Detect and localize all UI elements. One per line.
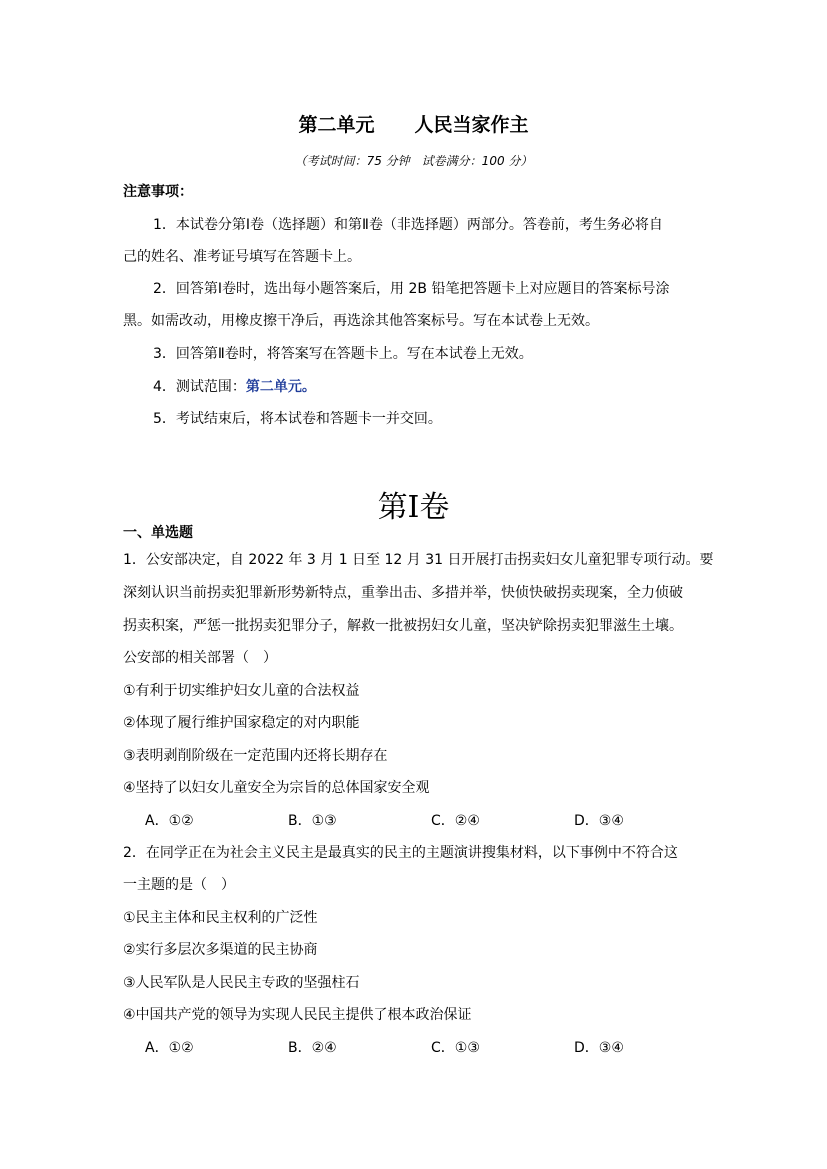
q2-option-a[interactable]: A．①② xyxy=(145,1040,194,1056)
q1-line-1: 1．公安部决定，自 2022 年 3 月 1 日至 12 月 31 日开展打击拐卖妇女儿童犯罪专项行动。要 xyxy=(123,552,714,568)
note-5: 5．考试结束后，将本试卷和答题卡一并交回。 xyxy=(153,411,442,427)
q2-line-1: 2．在同学正在为社会主义民主是最真实的民主的主题演讲搜集材料，以下事例中不符合这 xyxy=(123,845,678,861)
note-3: 3．回答第Ⅱ卷时，将答案写在答题卡上。写在本试卷上无效。 xyxy=(153,346,533,362)
q2-statement-4: ④中国共产党的领导为实现人民民主提供了根本政治保证 xyxy=(123,1007,472,1023)
q1-statement-1: ①有利于切实维护妇女儿童的合法权益 xyxy=(123,683,360,699)
section-heading: 一、单选题 xyxy=(123,525,193,541)
q1-statement-4: ④坚持了以妇女儿童安全为宗旨的总体国家安全观 xyxy=(123,780,430,796)
title-topic: 人民当家作主 xyxy=(414,114,529,136)
page-title xyxy=(0,110,827,137)
q1-options xyxy=(145,811,717,831)
q1-line-3: 拐卖积案，严惩一批拐卖犯罪分子，解救一批被拐妇女儿童，坚决铲除拐卖犯罪滋生土壤。 xyxy=(123,618,683,634)
q1-statement-2: ②体现了履行维护国家稳定的对内职能 xyxy=(123,715,360,731)
q2-statement-2: ②实行多层次多渠道的民主协商 xyxy=(123,942,318,958)
q1-option-d[interactable]: D．③④ xyxy=(574,813,624,829)
q1-option-b[interactable]: B．①③ xyxy=(288,813,337,829)
q2-option-b[interactable]: B．②④ xyxy=(288,1040,337,1056)
q2-statement-1: ①民主主体和民主权利的广泛性 xyxy=(123,910,318,926)
q1-line-2: 深刻认识当前拐卖犯罪新形势新特点，重拳出击、多措并举，快侦快破拐卖现案，全力侦破 xyxy=(123,585,683,601)
q2-line-2: 一主题的是（ ） xyxy=(123,877,235,893)
q2-statement-3: ③人民军队是人民民主专政的坚强柱石 xyxy=(123,975,360,991)
note-1-line-1: 1．本试卷分第Ⅰ卷（选择题）和第Ⅱ卷（非选择题）两部分。答卷前，考生务必将自 xyxy=(153,217,663,233)
q1-option-a[interactable]: A．①② xyxy=(145,813,194,829)
q2-option-d[interactable]: D．③④ xyxy=(574,1040,624,1056)
q1-line-4: 公安部的相关部署（ ） xyxy=(123,650,277,666)
notes-heading: 注意事项： xyxy=(123,184,193,200)
q1-statement-3: ③表明剥削阶级在一定范围内还将长期存在 xyxy=(123,748,388,764)
q2-option-c[interactable]: C．①③ xyxy=(431,1040,480,1056)
exam-info: （考试时间：75 分钟 试卷满分：100 分） xyxy=(294,154,533,168)
note-4-scope: 第二单元。 xyxy=(245,379,316,395)
note-4-prefix: 4．测试范围： xyxy=(153,379,246,395)
q1-option-c[interactable]: C．②④ xyxy=(431,813,480,829)
note-2-line-2: 黑。如需改动，用橡皮擦干净后，再选涂其他答案标号。写在本试卷上无效。 xyxy=(123,313,599,329)
volume-title: 第I卷 xyxy=(377,490,450,525)
note-4 xyxy=(153,377,316,397)
note-1-line-2: 己的姓名、准考证号填写在答题卡上。 xyxy=(123,249,361,265)
q2-options xyxy=(145,1038,717,1058)
note-2-line-1: 2．回答第Ⅰ卷时，选出每小题答案后，用 2B 铅笔把答题卡上对应题目的答案标号涂 xyxy=(153,281,670,297)
title-unit: 第二单元 xyxy=(298,114,375,136)
